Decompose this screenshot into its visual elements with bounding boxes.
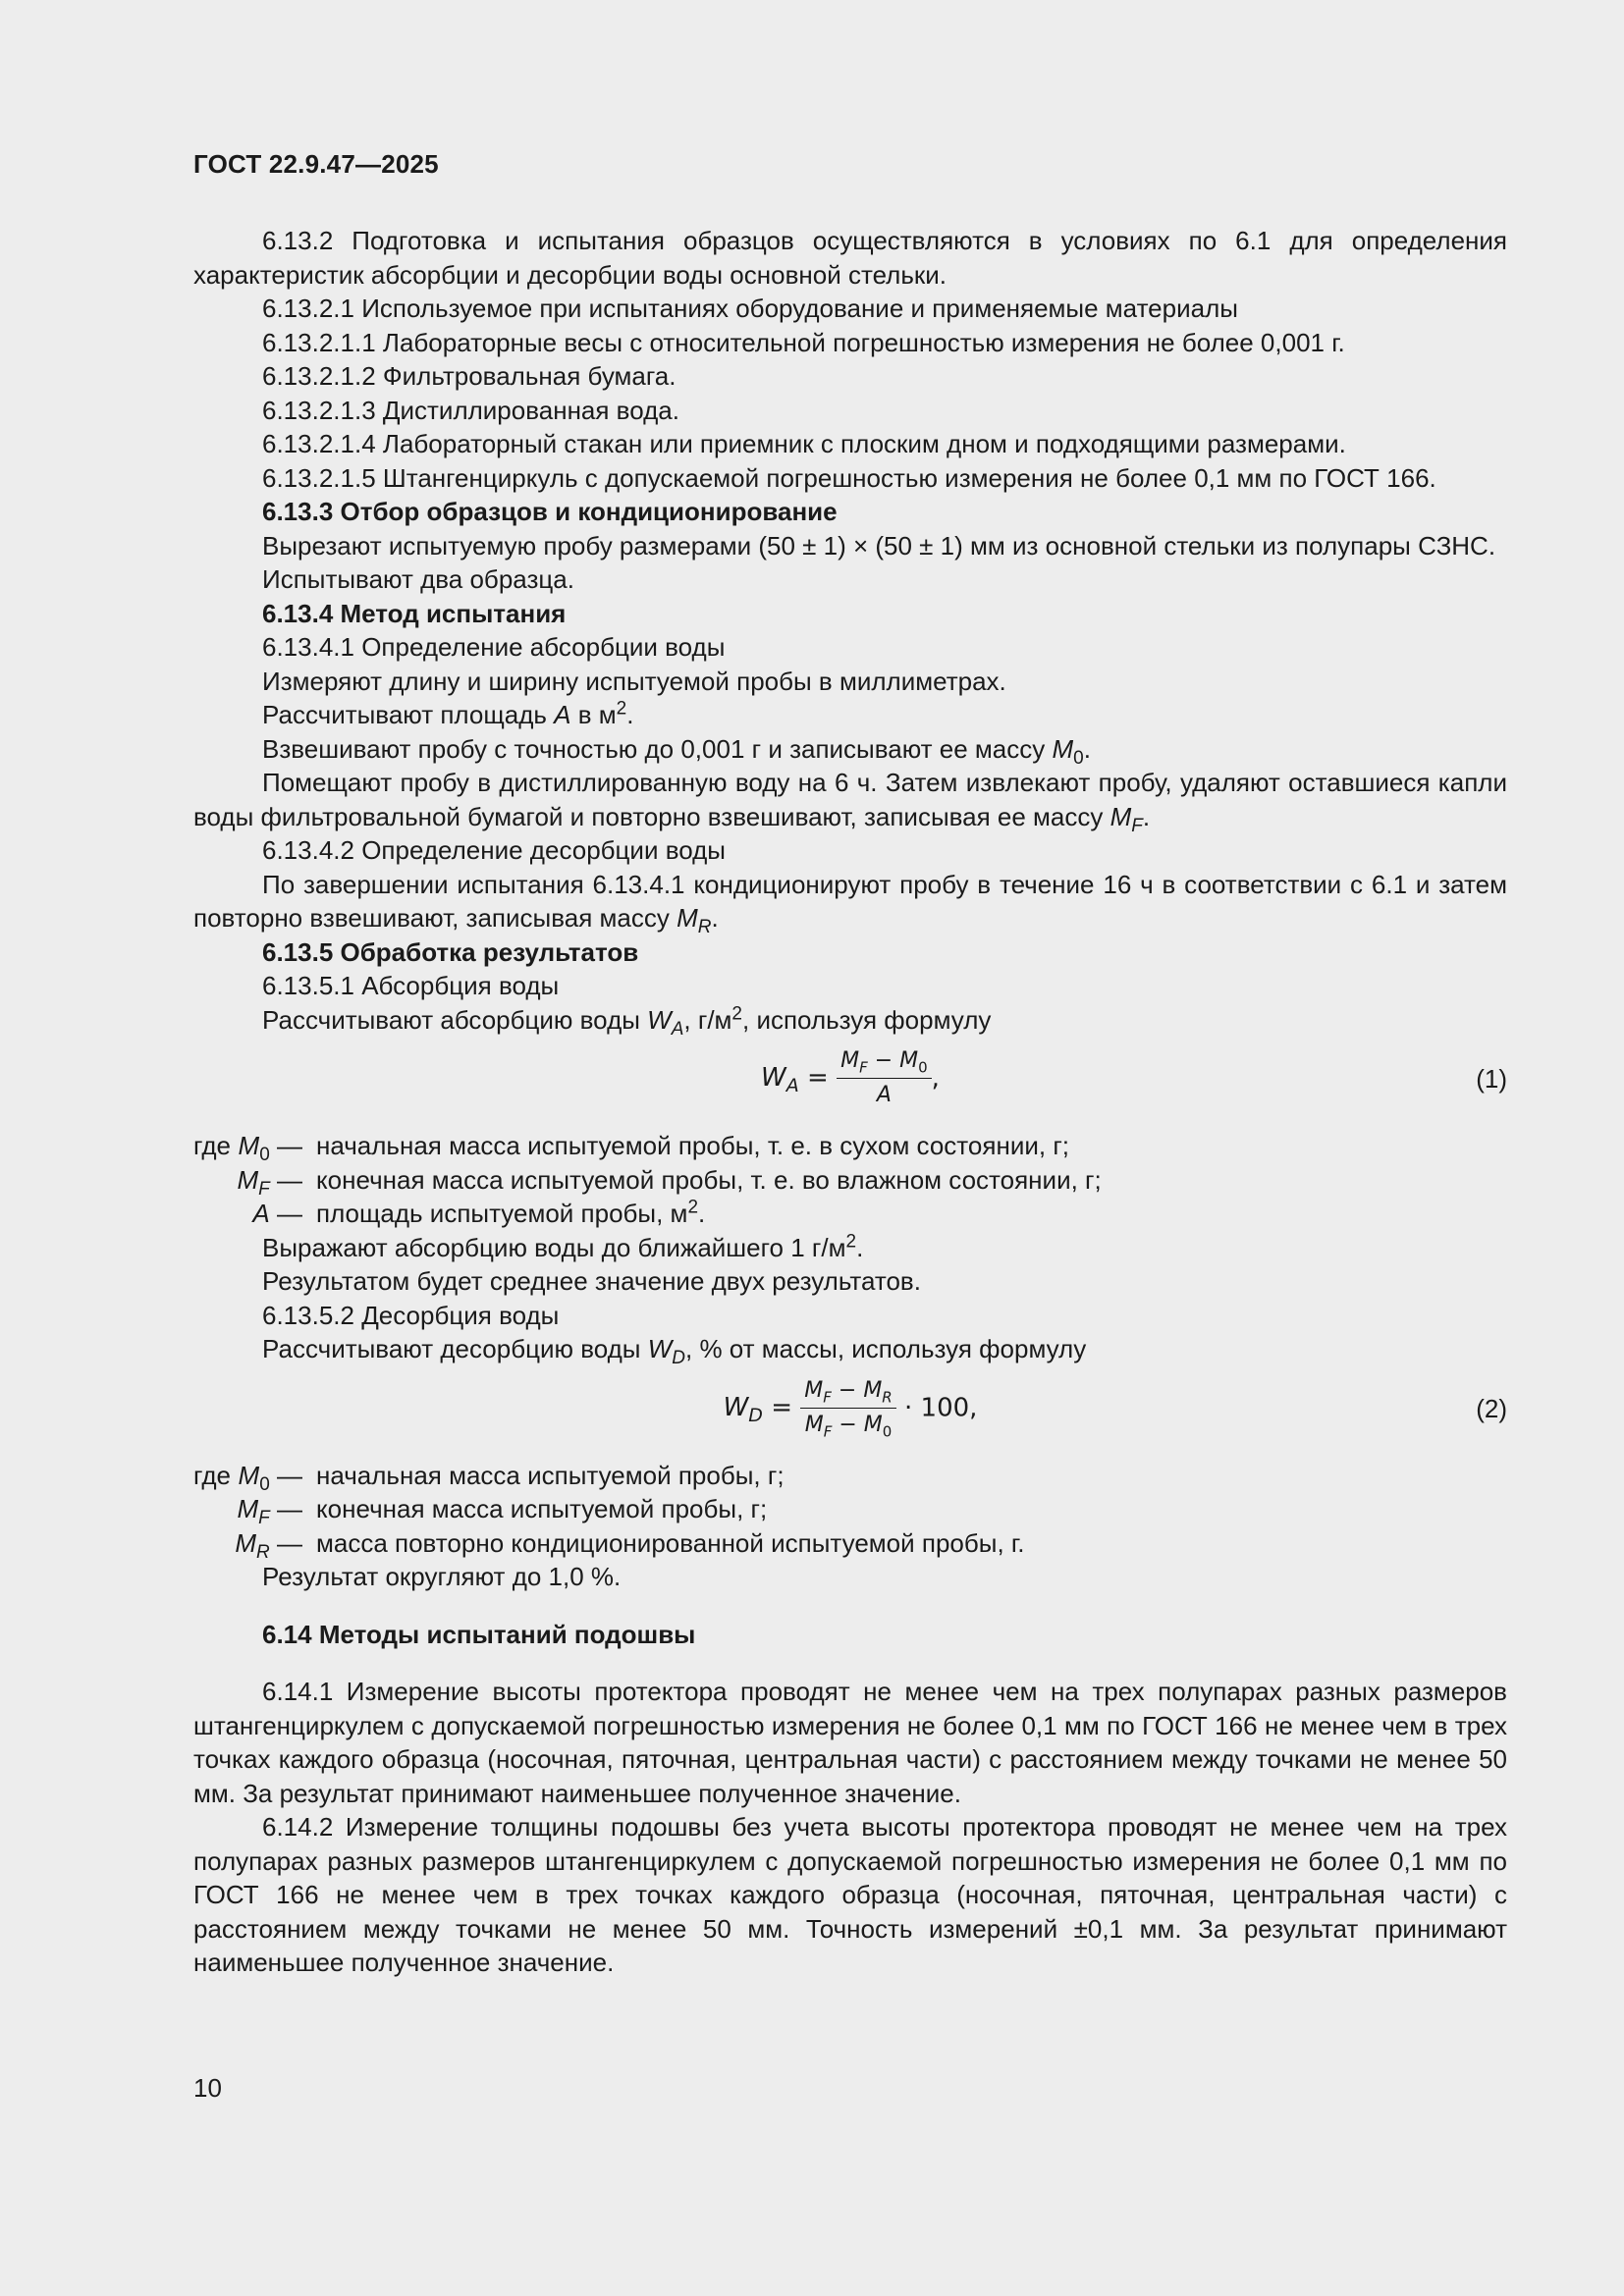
page-number: 10 — [193, 2073, 222, 2103]
paragraph-mean: Результатом будет среднее значение двух результатов. — [262, 1266, 921, 1296]
paragraph-6-13-2: 6.13.2 Подготовка и испытания образцов осуществляются в условиях по 6.1 для определения характеристик абсорбции и десорбции воды основной стельки. — [193, 226, 1507, 290]
paragraph-area: Рассчитывают площадь A в $м^2$. — [262, 698, 634, 729]
paragraph-6-13-2-1-3: 6.13.2.1.3 Дистиллированная вода. — [262, 395, 679, 425]
paragraph-6-13-5-1: 6.13.5.1 Абсорбция воды — [262, 971, 560, 1000]
heading-6-14: 6.14 Методы испытаний подошвы — [262, 1619, 696, 1649]
paragraph-6-13-2-1: 6.13.2.1 Используемое при испытаниях оборудование и применяемые материалы — [262, 294, 1238, 323]
paragraph-weigh: Взвешивают пробу с точностью до 0,001 г и записывают ее массу $M_0$. — [262, 733, 1091, 769]
paragraph-6-13-2-1-1: 6.13.2.1.1 Лабораторные весы с относительной погрешностью измерения не более 0,001 г. — [262, 327, 1345, 357]
formula-1 — [193, 1042, 1507, 1117]
document-header: ГОСТ 22.9.47—2025 — [193, 149, 439, 179]
paragraph-6-13-2-1-4: 6.13.2.1.4 Лабораторный стакан или приемник с плоским дном и подходящими размерами. — [262, 429, 1346, 458]
paragraph-6-13-4-2: 6.13.4.2 Определение десорбции воды — [262, 835, 726, 865]
paragraph-round-absorption: Выражают абсорбцию воды до ближайшего 1 $г/м^2$. — [262, 1230, 864, 1262]
paragraph-6-13-5-2: 6.13.5.2 Десорбция воды — [262, 1300, 560, 1330]
paragraph-place: Помещают пробу в дистиллированную воду на 6 ч. Затем извлекают пробу, удаляют оставшиеся капли воды фильтровальной бумагой и повторно взвешивают, записывая ее массу $M_F$. — [193, 768, 1507, 836]
formula-1-number: (1) — [1476, 1064, 1507, 1094]
formula-1-expression: $W_A$ = $\frac{M_F - M_0}{A}$ , — [761, 1048, 940, 1107]
paragraph-6-14-2: 6.14.2 Измерение толщины подошвы без учета высоты протектора проводят не менее чем на трех полупарах разных размеров штангенциркулем с допускаемой погрешностью измерения не более 0,1 мм по ГОСТ 166 не менее чем в трех точках каждого образца (носочная, пяточная, центральная части) с расстоянием между точками не менее 50 мм. Точность измерений ±0,1 мм. За результат принимают наименьшее полученное значение. — [193, 1812, 1507, 1977]
paragraph-cut-sample: Вырезают испытуемую пробу размерами (50 ± 1) × (50 ± 1) мм из основной стельки из полупары СЗНС. — [262, 530, 1496, 561]
formula-2-legend: где $M_0$ — начальная масса испытуемой пробы, г; $M_F$ — конечная масса испытуемой пробы, г; $M_R$ — масса повторно кондиционированной испытуемой пробы, г. — [193, 1460, 1025, 1563]
paragraph-6-13-2-1-2: 6.13.2.1.2 Фильтровальная бумага. — [262, 361, 677, 391]
document-body — [193, 224, 1507, 1980]
paragraph-two-samples: Испытывают два образца. — [262, 564, 574, 594]
paragraph-round-desorption: Результат округляют до 1,0 %. — [262, 1562, 622, 1591]
heading-6-13-3: 6.13.3 Отбор образцов и кондиционирование — [262, 497, 838, 526]
paragraph-6-13-2-1-5: 6.13.2.1.5 Штангенциркуль с допускаемой погрешностью измерения не более 0,1 мм по ГОСТ 166. — [262, 462, 1436, 493]
heading-6-13-5: 6.13.5 Обработка результатов — [262, 936, 639, 967]
formula-1-legend: где $M_0$ — начальная масса испытуемой пробы, т. е. в сухом состоянии, г; $M_F$ — конечная масса испытуемой пробы, т. е. во влажном состоянии, г; A — площадь испытуемой пробы, $м^2$. — [193, 1131, 1102, 1228]
heading-6-13-4: 6.13.4 Метод испытания — [262, 598, 567, 628]
formula-2 — [193, 1372, 1507, 1447]
paragraph-measure: Измеряют длину и ширину испытуемой пробы в миллиметрах. — [262, 666, 1006, 696]
paragraph-6-13-4-1: 6.13.4.1 Определение абсорбции воды — [262, 632, 726, 662]
paragraph-calc-desorption: Рассчитывают десорбцию воды $W_D$, % от массы, используя формулу — [262, 1334, 1087, 1369]
paragraph-calc-absorption: Рассчитывают абсорбцию воды $W_A$, $г/м^2$, используя формулу — [262, 1002, 992, 1040]
formula-2-number: (2) — [1476, 1393, 1507, 1423]
paragraph-after: По завершении испытания 6.13.4.1 кондиционируют пробу в течение 16 ч в соответствии с 6.1 и затем повторно взвешивают, записывая массу $M_R$. — [193, 869, 1507, 938]
formula-2-expression: $W_D$ = $\frac{M_F - M_R}{M_F - M_0}$ · 100, — [723, 1377, 978, 1440]
paragraph-6-14-1: 6.14.1 Измерение высоты протектора проводят не менее чем на трех полупарах разных размеров штангенциркулем с допускаемой погрешностью измерения не более 0,1 мм по ГОСТ 166 не менее чем в трех точках каждого образца (носочная, пяточная, центральная части) с расстоянием между точками не менее 50 мм. За результат принимают наименьшее полученное значение. — [193, 1677, 1507, 1808]
